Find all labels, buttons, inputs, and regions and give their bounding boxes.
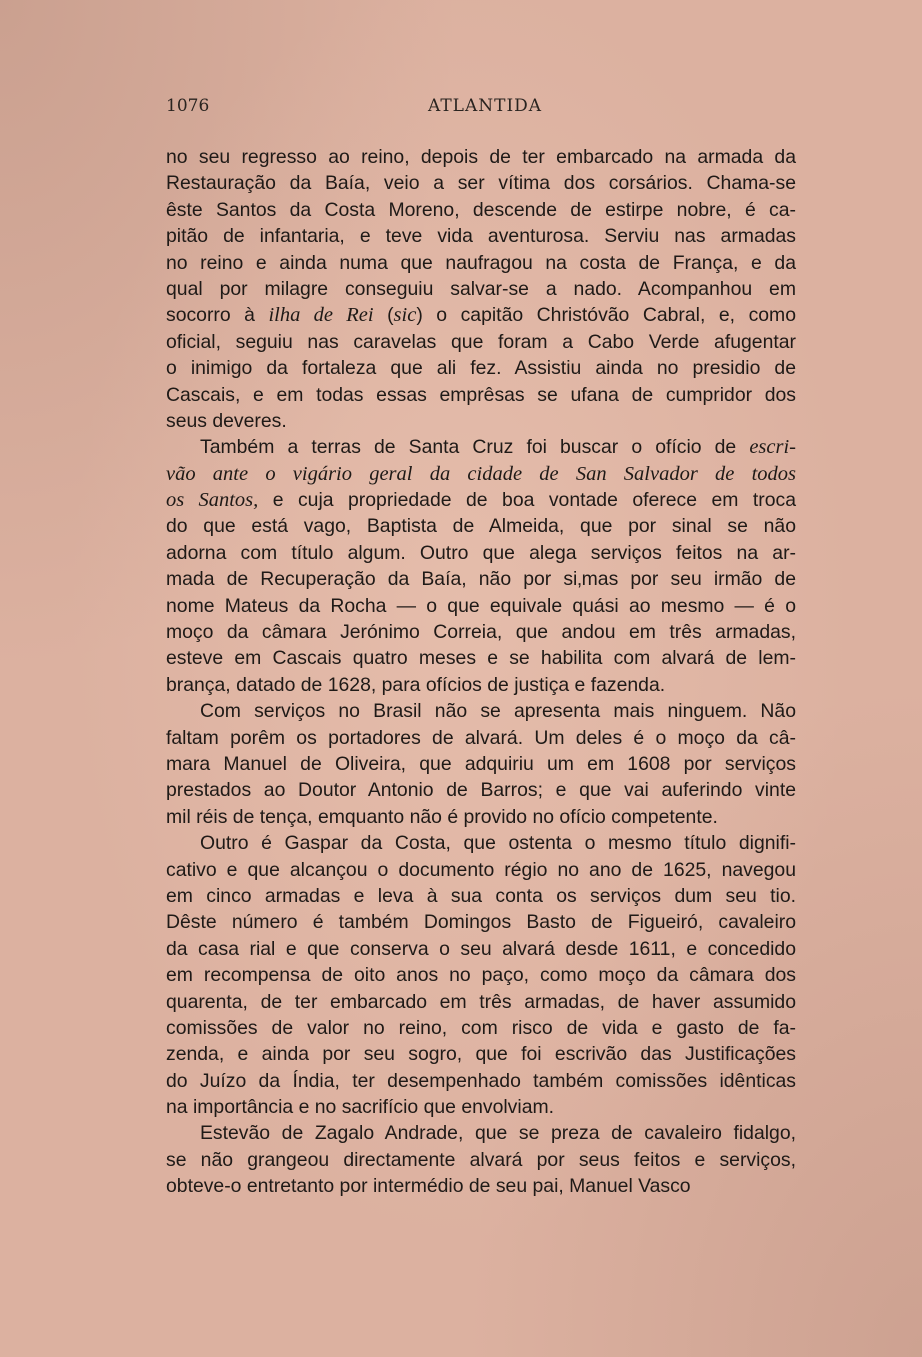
italic-text: os Santos, [166,489,259,512]
text-line [166,830,796,856]
text-run: do Juízo da Índia, ter desempenhado também comissões idênticas [166,1069,796,1092]
text-run: prestados ao Doutor Antonio de Barros; e que vai auferindo vinte [166,779,796,802]
text-run: o inimigo da fortaleza que ali fez. Assistiu ainda no presidio de [166,357,796,380]
text-line [166,1015,796,1041]
text-run: faltam porêm os portadores de alvará. Um deles é o moço da câ- [166,726,796,749]
text-line [166,936,796,962]
text-line [166,857,796,883]
text-line [166,1094,796,1120]
body-text [166,144,796,1200]
text-run: êste Santos da Costa Moreno, descende de estirpe nobre, é ca- [166,198,796,221]
text-line [166,329,796,355]
text-line [166,170,796,196]
text-run: socorro à [166,304,269,327]
text-run: cativo e que alcançou o documento régio no ano de 1625, navegou [166,858,796,881]
text-line [166,197,796,223]
text-line [166,725,796,751]
text-run: moço da câmara Jerónimo Correia, que andou em três armadas, [166,621,796,644]
text-run: Estevão de Zagalo Andrade, que se preza de cavaleiro fidalgo, [200,1122,796,1145]
text-run: Cascais, e em todas essas emprêsas se ufana de cumpridor dos [166,383,796,406]
page-number: 1076 [166,96,210,116]
text-run: Restauração da Baía, veio a ser vítima dos corsários. Chama-se [166,172,796,195]
text-run: pitão de infantaria, e teve vida aventurosa. Serviu nas armadas [166,225,796,248]
text-line [166,408,796,434]
text-line [166,355,796,381]
running-head [166,96,796,122]
text-line [166,250,796,276]
italic-text: sic [393,304,417,327]
text-line [166,223,796,249]
text-line [166,962,796,988]
text-run: da casa rial e que conserva o seu alvará desde 1611, e concedido [166,937,796,960]
text-line [166,619,796,645]
text-run: zenda, e ainda por seu sogro, que foi escrivão das Justificações [166,1043,796,1066]
text-run: em recompensa de oito anos no paço, como moço da câmara dos [166,964,796,987]
text-run: na importância e no sacrifício que envolviam. [166,1096,555,1119]
text-run: brança, datado de 1628, para ofícios de justiça e fazenda. [166,673,666,696]
text-line [166,804,796,830]
text-line [166,487,796,513]
italic-text: escri- [749,436,796,459]
text-run: e cuja propriedade de boa vontade oferece em troca [258,489,797,512]
text-line [166,883,796,909]
text-run: ) o capitão Christóvão Cabral, e, como [416,304,796,327]
text-line [166,751,796,777]
text-line [166,1041,796,1067]
text-line [166,540,796,566]
text-line [166,302,796,328]
text-line [166,672,796,698]
text-line [166,144,796,170]
text-run: do que está vago, Baptista de Almeida, que por sinal se não [166,515,796,538]
text-run: adorna com título algum. Outro que alega serviços feitos na ar- [166,541,796,564]
text-run: esteve em Cascais quatro meses e se habilita com alvará de lem- [166,647,796,670]
running-title: ATLANTIDA [428,96,543,116]
text-line [166,1173,796,1199]
text-line [166,513,796,539]
text-run: mil réis de tença, emquanto não é provido no ofício competente. [166,805,718,828]
text-line [166,909,796,935]
text-run: nome Mateus da Rocha — o que equivale quási ao mesmo — é o [166,594,796,617]
text-run: mara Manuel de Oliveira, que adquiriu um em 1608 por serviços [166,752,796,775]
text-run: no seu regresso ao reino, depois de ter embarcado na armada da [166,146,796,168]
text-run: oficial, seguiu nas caravelas que foram a Cabo Verde afugentar [166,330,796,353]
text-line [166,1068,796,1094]
text-line [166,698,796,724]
text-run: obteve-o entretanto por intermédio de seu pai, Manuel Vasco [166,1175,691,1198]
text-line [166,593,796,619]
text-line [166,1147,796,1173]
text-run: quarenta, de ter embarcado em três armadas, de haver assumido [166,990,796,1013]
text-run: Com serviços no Brasil não se apresenta mais ninguem. Não [200,700,796,723]
text-run: ( [373,304,394,327]
text-line [166,645,796,671]
text-line [166,461,796,487]
text-run: mada de Recuperação da Baía, não por si‚mas por seu irmão de [166,568,796,591]
text-run: Dêste número é também Domingos Basto de Figueiró, cavaleiro [166,911,796,934]
text-line [166,382,796,408]
text-line [166,276,796,302]
italic-text: vão ante o vigário geral da cidade de San Salvador de todos [166,462,796,485]
text-run: Outro é Gaspar da Costa, que ostenta o mesmo título dignifi- [200,832,796,855]
text-run: em cinco armadas e leva à sua conta os serviços dum seu tio. [166,884,796,907]
text-run: seus deveres. [166,409,287,432]
text-line [166,566,796,592]
text-line [166,1120,796,1146]
text-run: no reino e ainda numa que naufragou na costa de França, e da [166,251,796,274]
text-run: se não grangeou directamente alvará por seus feitos e serviços, [166,1148,796,1171]
text-run: Também a terras de Santa Cruz foi buscar o ofício de [200,436,750,459]
text-line [166,777,796,803]
italic-text: ilha de Rei [268,304,374,327]
text-run: comissões de valor no reino, com risco de vida e gasto de fa- [166,1016,796,1039]
text-run: qual por milagre conseguiu salvar-se a nado. Acompanhou em [166,277,796,300]
text-line [166,989,796,1015]
text-line [166,434,796,460]
